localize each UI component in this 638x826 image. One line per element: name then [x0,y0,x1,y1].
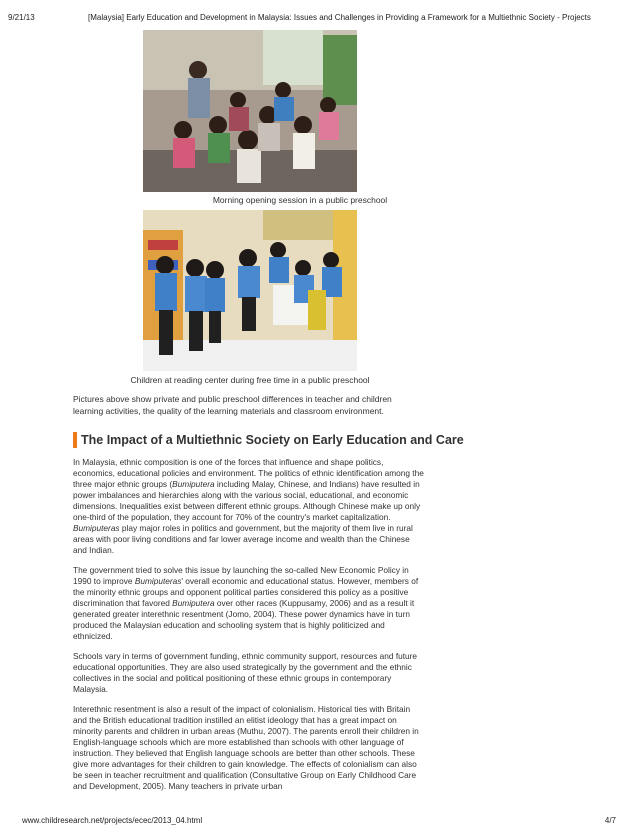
caption-reading-center: Children at reading center during free time in a public preschool [130,375,370,385]
photo-morning-session [143,30,357,192]
print-date: 9/21/13 [8,13,35,22]
paragraph-2 [73,565,425,642]
p1-part-c: play major roles in politics and government, but the majority of them live in rural areas with poor living conditions and far lower average income and wealth than the Chinese and Indian. [73,523,413,555]
p1-emphasis-2: Bumiputeras [73,523,120,533]
p1-part-a: In Malaysia, ethnic composition is one of the forces that influence and shape politics, economics, educational policies and environment. The politics of ethnic identification among the three major ethnic groups ( [73,457,424,489]
footer-url[interactable]: www.childresearch.net/projects/ecec/2013_04.html [22,816,203,825]
p2-part-c: over other races (Kuppusamy, 2006) and as a result it generated greater interethnic resentment (Jomo, 2004). These power dynamics have in turn produced the Malaysian education and schooling system that is highly politicized and ethnicized. [73,598,415,641]
paragraph-3: Schools vary in terms of government funding, ethnic community support, resources and future educational opportunities. They are also used strategically by the government and the ethnic collectives in the social and political positioning of these ethnic groups in contemporary Malaysia. [73,651,418,694]
intro-paragraph: Pictures above show private and public preschool differences in teacher and children learning activities, the quality of the learning materials and classroom environment. [73,394,392,416]
page-number: 4/7 [604,816,616,825]
paragraph-4: Interethnic resentment is also a result of the impact of colonialism. Historical ties with Britain and the British educational tradition instilled an elitist ideology that has a great impact on minority parents and children in urban areas (Muthu, 2007). The parents enroll their children in English-language schools which are more established than schools with other language of instruction. They believed that English language schools are better than other schools. These give more advantages for their children to gain knowledge. The effects of colonialism can also be seen in teacher recruitment and qualification (Consultative Group on Early Childhood Care and Development, 2005). Many teachers in private urban [73,704,419,791]
photo-morning-illustration [143,30,357,192]
photo-reading-center [143,210,357,371]
section-heading-text: The Impact of a Multiethnic Society on Early Education and Care [81,433,464,447]
p1-emphasis-1: Bumiputera [172,479,215,489]
caption-morning-session: Morning opening session in a public preschool [212,195,388,205]
p2-emphasis-1: Bumiputeras [134,576,182,586]
p2-part-a: The government tried to solve this issue by launching the so-called New Economic Policy in 1990 to improve [73,565,409,586]
paragraph-1 [73,457,425,556]
heading-accent-bar [73,432,77,448]
p1-part-b: including Malay, Chinese, and Indians) have resulted in power imbalances and hierarchies along with the various social, educational, and economic dimensions. Inequalities exist between different ethnic groups. Although Chinese make up only one-third of the population, they account for 70% of the country's market capitalization. [73,479,421,522]
photo-reading-illustration [143,210,357,371]
section-heading [73,432,464,448]
p2-emphasis-2: Bumiputera [172,598,215,608]
article-body [73,457,425,801]
print-title: [Malaysia] Early Education and Development in Malaysia: Issues and Challenges in Providing a Framework for a Multiethnic Society - Projects [88,13,591,22]
p2-part-b: ' overall economic and educational status. However, members of the minority ethnic groups and opponent political parties considered this policy as a positive discrimination that favored [73,576,419,608]
